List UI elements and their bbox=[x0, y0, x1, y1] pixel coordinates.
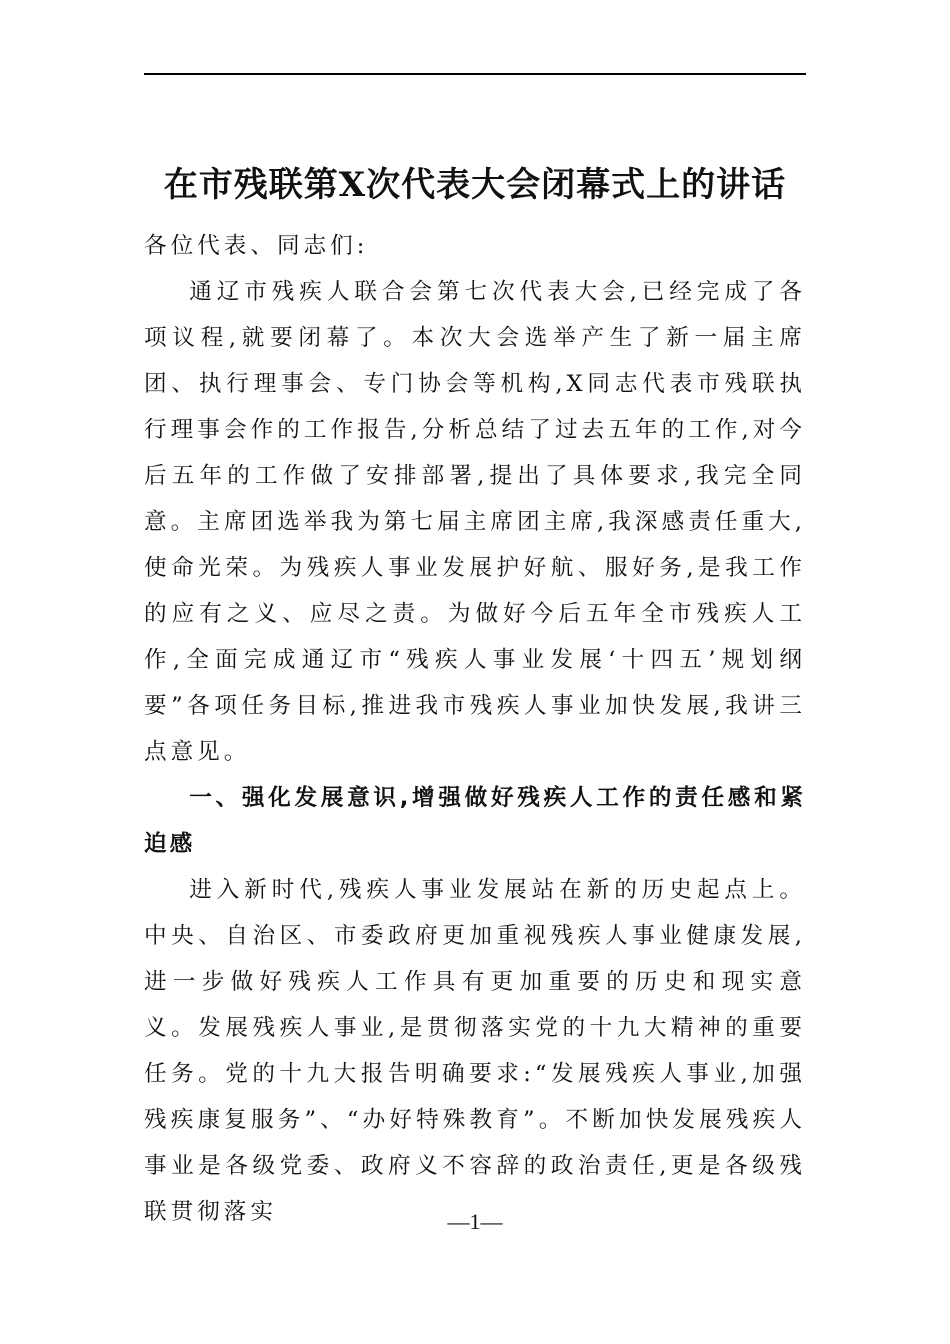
section-heading-1: 一、强化发展意识,增强做好残疾人工作的责任感和紧迫感 bbox=[144, 785, 806, 857]
salutation: 各位代表、同志们: bbox=[144, 233, 369, 259]
header-rule bbox=[144, 73, 806, 75]
page-number: —1— bbox=[447, 1209, 503, 1234]
document-title: 在市残联第X次代表大会闭幕式上的讲话 bbox=[163, 164, 787, 205]
body-paragraph-section-1: 进入新时代,残疾人事业发展站在新的历史起点上。中央、自治区、市委政府更加重视残疾人事业健康发展,进一步做好残疾人工作具有更加重要的历史和现实意义。发展残疾人事业,是贯彻落实党的十九大精神的重要任务。党的十九大报告明确要求:“发展残疾人事业,加强残疾康复服务”、“办好特殊教育”。不断加快发展残疾人事业是各级党委、政府义不容辞的政治责任,更是各级残联贯彻落实 bbox=[144, 877, 806, 1225]
body-paragraph-intro: 通辽市残疾人联合会第七次代表大会,已经完成了各项议程,就要闭幕了。本次大会选举产生了新一届主席团、执行理事会、专门协会等机构,X同志代表市残联执行理事会作的工作报告,分析总结了过去五年的工作,对今后五年的工作做了安排部署,提出了具体要求,我完全同意。主席团选举我为第七届主席团主席,我深感责任重大,使命光荣。为残疾人事业发展护好航、服好务,是我工作的应有之义、应尽之责。为做好今后五年全市残疾人工作,全面完成通辽市“残疾人事业发展‘十四五’规划纲要”各项任务目标,推进我市残疾人事业加快发展,我讲三点意见。 bbox=[144, 279, 806, 765]
document-body bbox=[144, 223, 806, 1235]
